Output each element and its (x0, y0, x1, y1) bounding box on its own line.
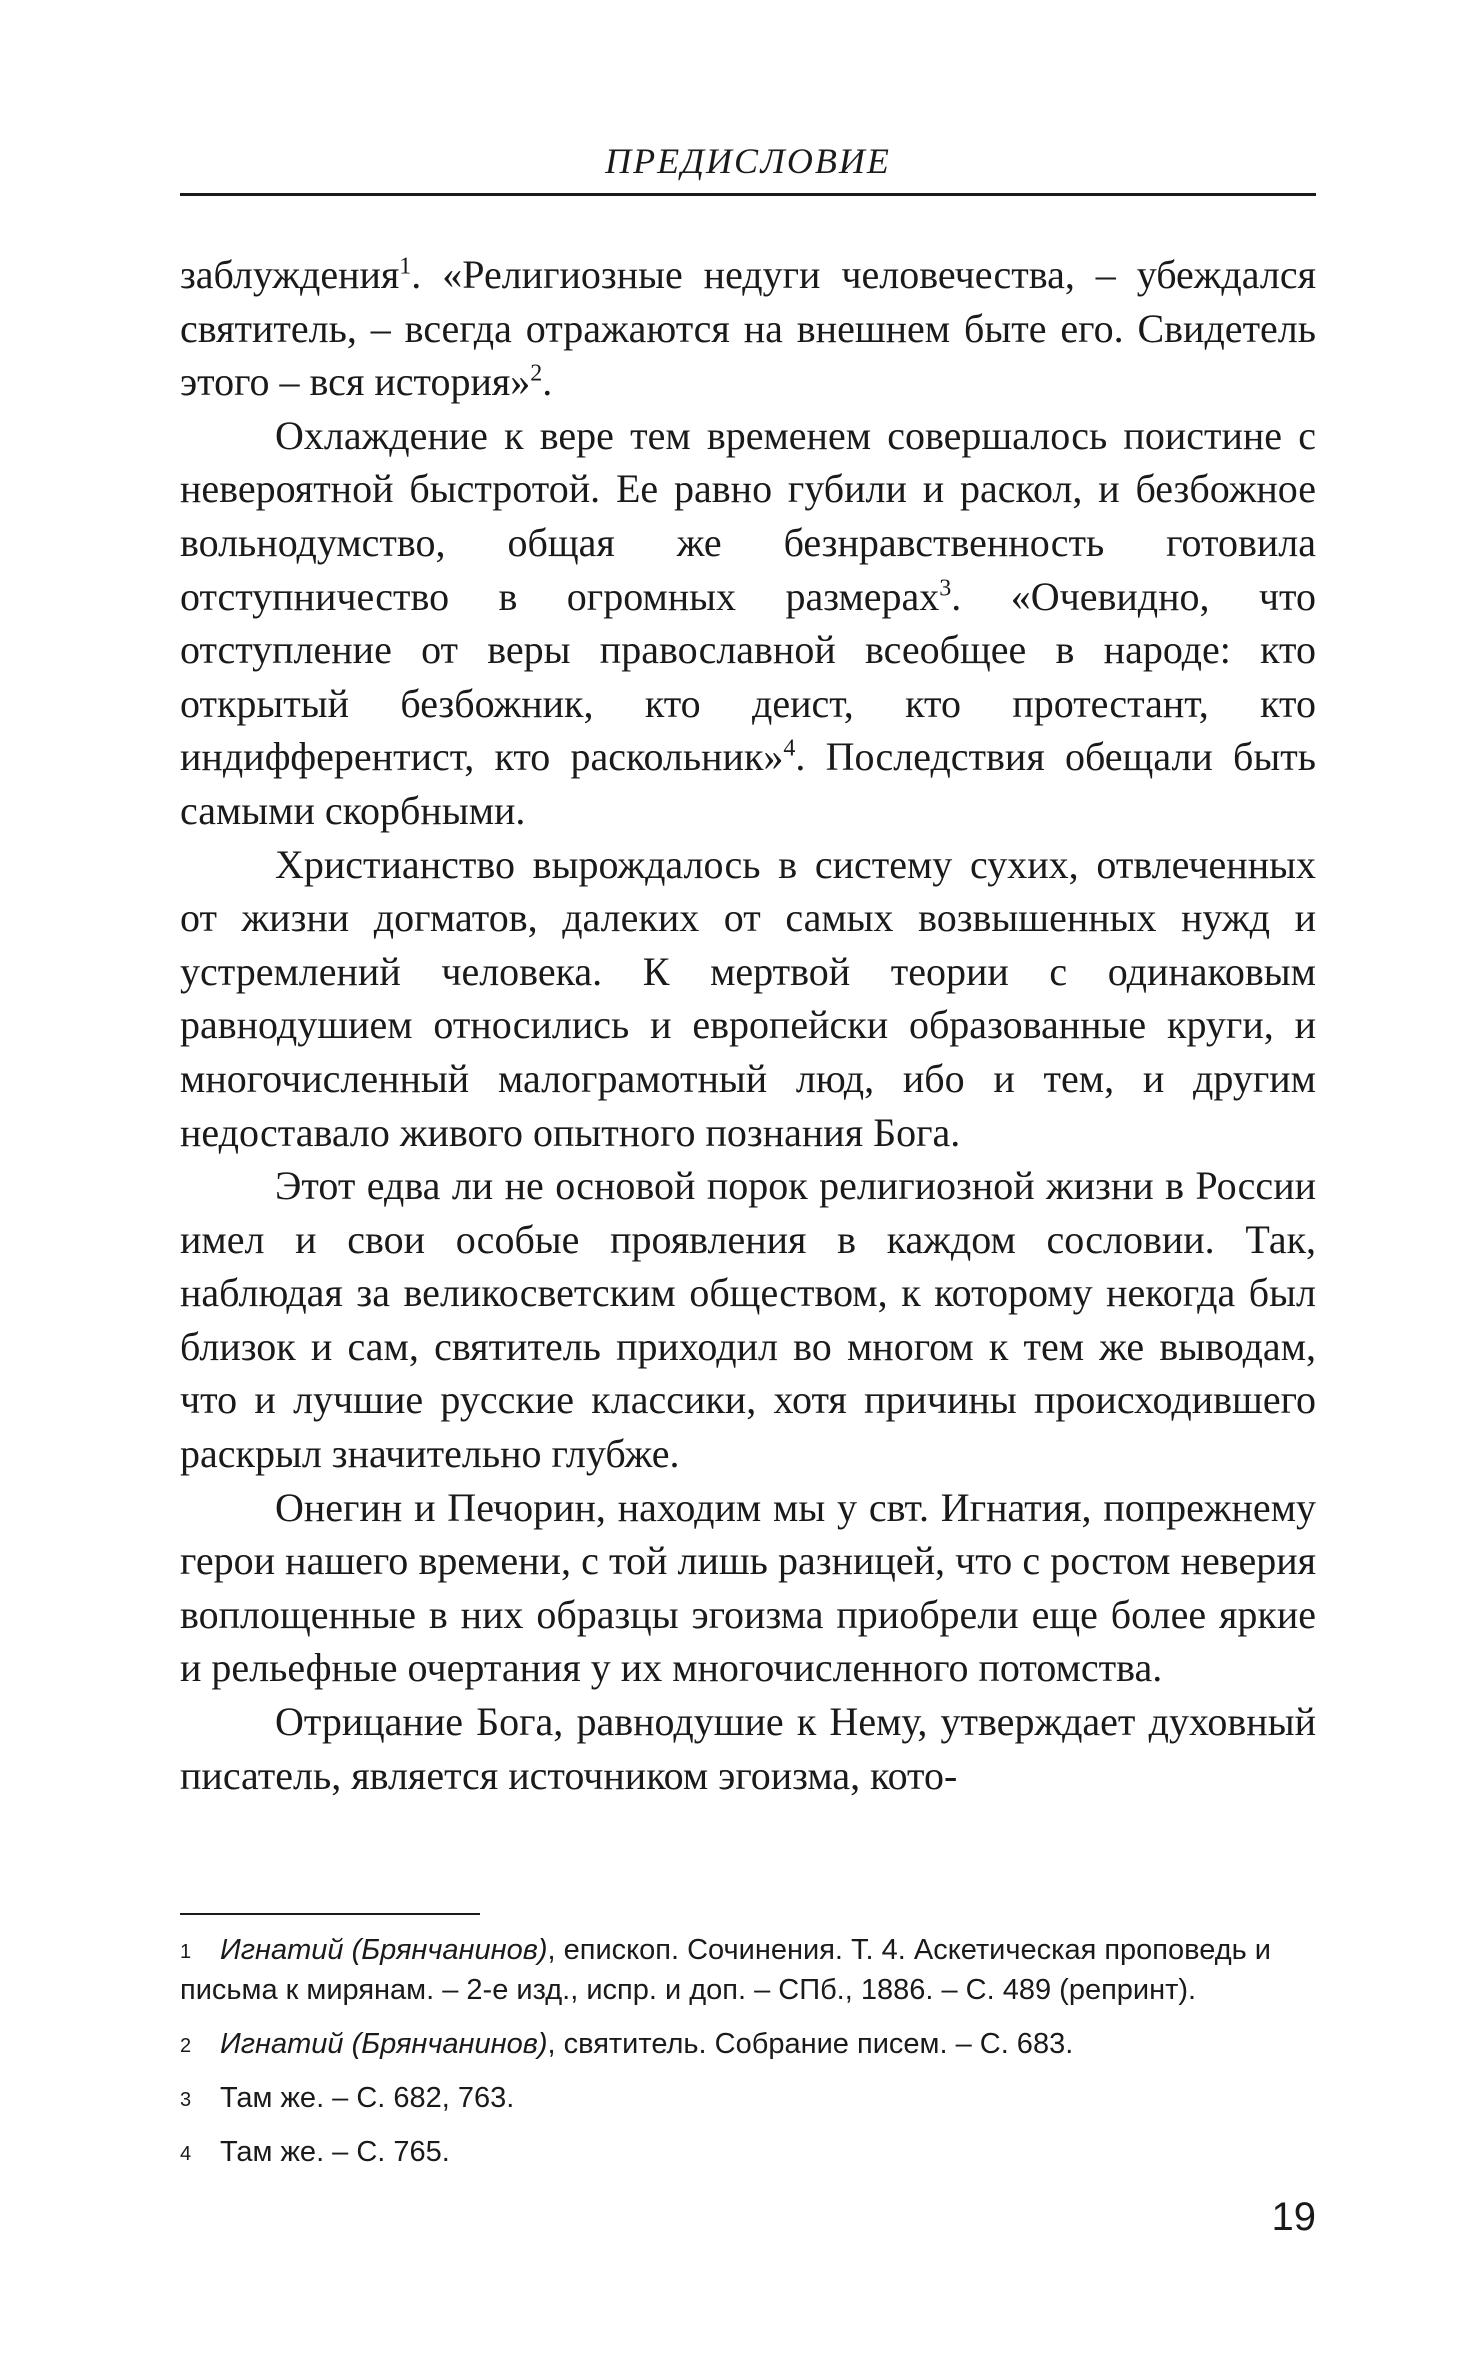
paragraph-text: . «Религиозные недуги человечества, – убеждался святитель, – всегда отражаются на внешнем быте его. Свидетель этого – вся история» (180, 252, 1316, 405)
footnotes (180, 1930, 1316, 2186)
footnote-author: Игнатий (Брянчанинов) (220, 1934, 548, 1966)
paragraph-6: Отрицание Бога, равнодушие к Нему, утверждает духовный писатель, является источником эгоизма, кото- (180, 1699, 1316, 1798)
footnote-ref: 3 (939, 575, 952, 602)
paragraph-2 (180, 409, 1316, 838)
footnote-rule (180, 1913, 480, 1915)
footnote-author: Игнатий (Брянчанинов) (220, 2028, 548, 2060)
body-text (180, 248, 1316, 1802)
page-number: 19 (1271, 2195, 1316, 2239)
footnote-3 (180, 2078, 1316, 2118)
footnote-number: 4 (180, 2143, 192, 2165)
footnote-ref: 2 (530, 360, 543, 387)
footnote-ref: 4 (783, 736, 796, 763)
footnote-text: , святитель. Собрание писем. – С. 683. (547, 2028, 1074, 2060)
paragraph-4: Этот едва ли не основой порок религиозной жизни в России имел и свои особые проявления в каждом сословии. Так, наблюдая за великосветским обществом, к которому некогда был близок и сам, святитель приходил во многом к тем же выводам, что и лучшие русские классики, хотя причины происходившего раскрыл значительно глубже. (180, 1163, 1316, 1477)
paragraph-text: . «Очевидно, что отступление от веры православной всеобщее в народе: кто открытый безбожник, кто деист, кто протестант, кто индифферентист, кто раскольник» (180, 573, 1316, 780)
paragraph-1 (180, 248, 1316, 409)
footnote-number: 1 (180, 1941, 192, 1963)
footnote-number: 3 (180, 2089, 192, 2111)
running-head: ПРЕДИСЛОВИЕ (605, 141, 891, 181)
footnote-text: , епископ. Сочинения. Т. 4. Аскетическая проповедь и письма к мирянам. – 2-е изд., испр. и доп. – СПб., 1886. – С. 489 (репринт). (180, 1934, 1271, 2006)
paragraph-5: Онегин и Печорин, находим мы у свт. Игнатия, попрежнему герои нашего времени, с той лишь разницей, что с ростом неверия воплощенные в них образцы эгоизма приобрели еще более яркие и рельефные очертания у их многочисленного потомства. (180, 1484, 1316, 1691)
header-rule (180, 193, 1316, 196)
footnote-2 (180, 2024, 1316, 2064)
footnote-number: 2 (180, 2035, 192, 2057)
footnote-text: Там же. – С. 765. (220, 2136, 450, 2168)
paragraph-3: Христианство вырождалось в систему сухих, отвлеченных от жизни догматов, далеких от самых возвышенных нужд и устремлений человека. К мертвой теории с одинаковым равнодушием относились и европейски образованные круги, и многочисленный малограмотный люд, ибо и тем, и другим недоставало живого опытного познания Бога. (180, 841, 1316, 1155)
footnote-ref: 1 (399, 253, 412, 280)
footnote-1 (180, 1930, 1316, 2010)
paragraph-text: Охлаждение к вере тем временем совершалось поистине с невероятной быстротой. Ее равно губили и раскол, и безбожное вольнодумство, общая же безнравственность готовила отступничество в огромных размерах (180, 412, 1316, 619)
paragraph-text: . Последствия обещали быть самыми скорбными. (180, 734, 1316, 833)
footnote-text: Там же. – С. 682, 763. (220, 2082, 515, 2114)
paragraph-text: заблуждения (180, 252, 400, 297)
paragraph-text: . (542, 359, 553, 405)
footnote-4 (180, 2132, 1316, 2172)
